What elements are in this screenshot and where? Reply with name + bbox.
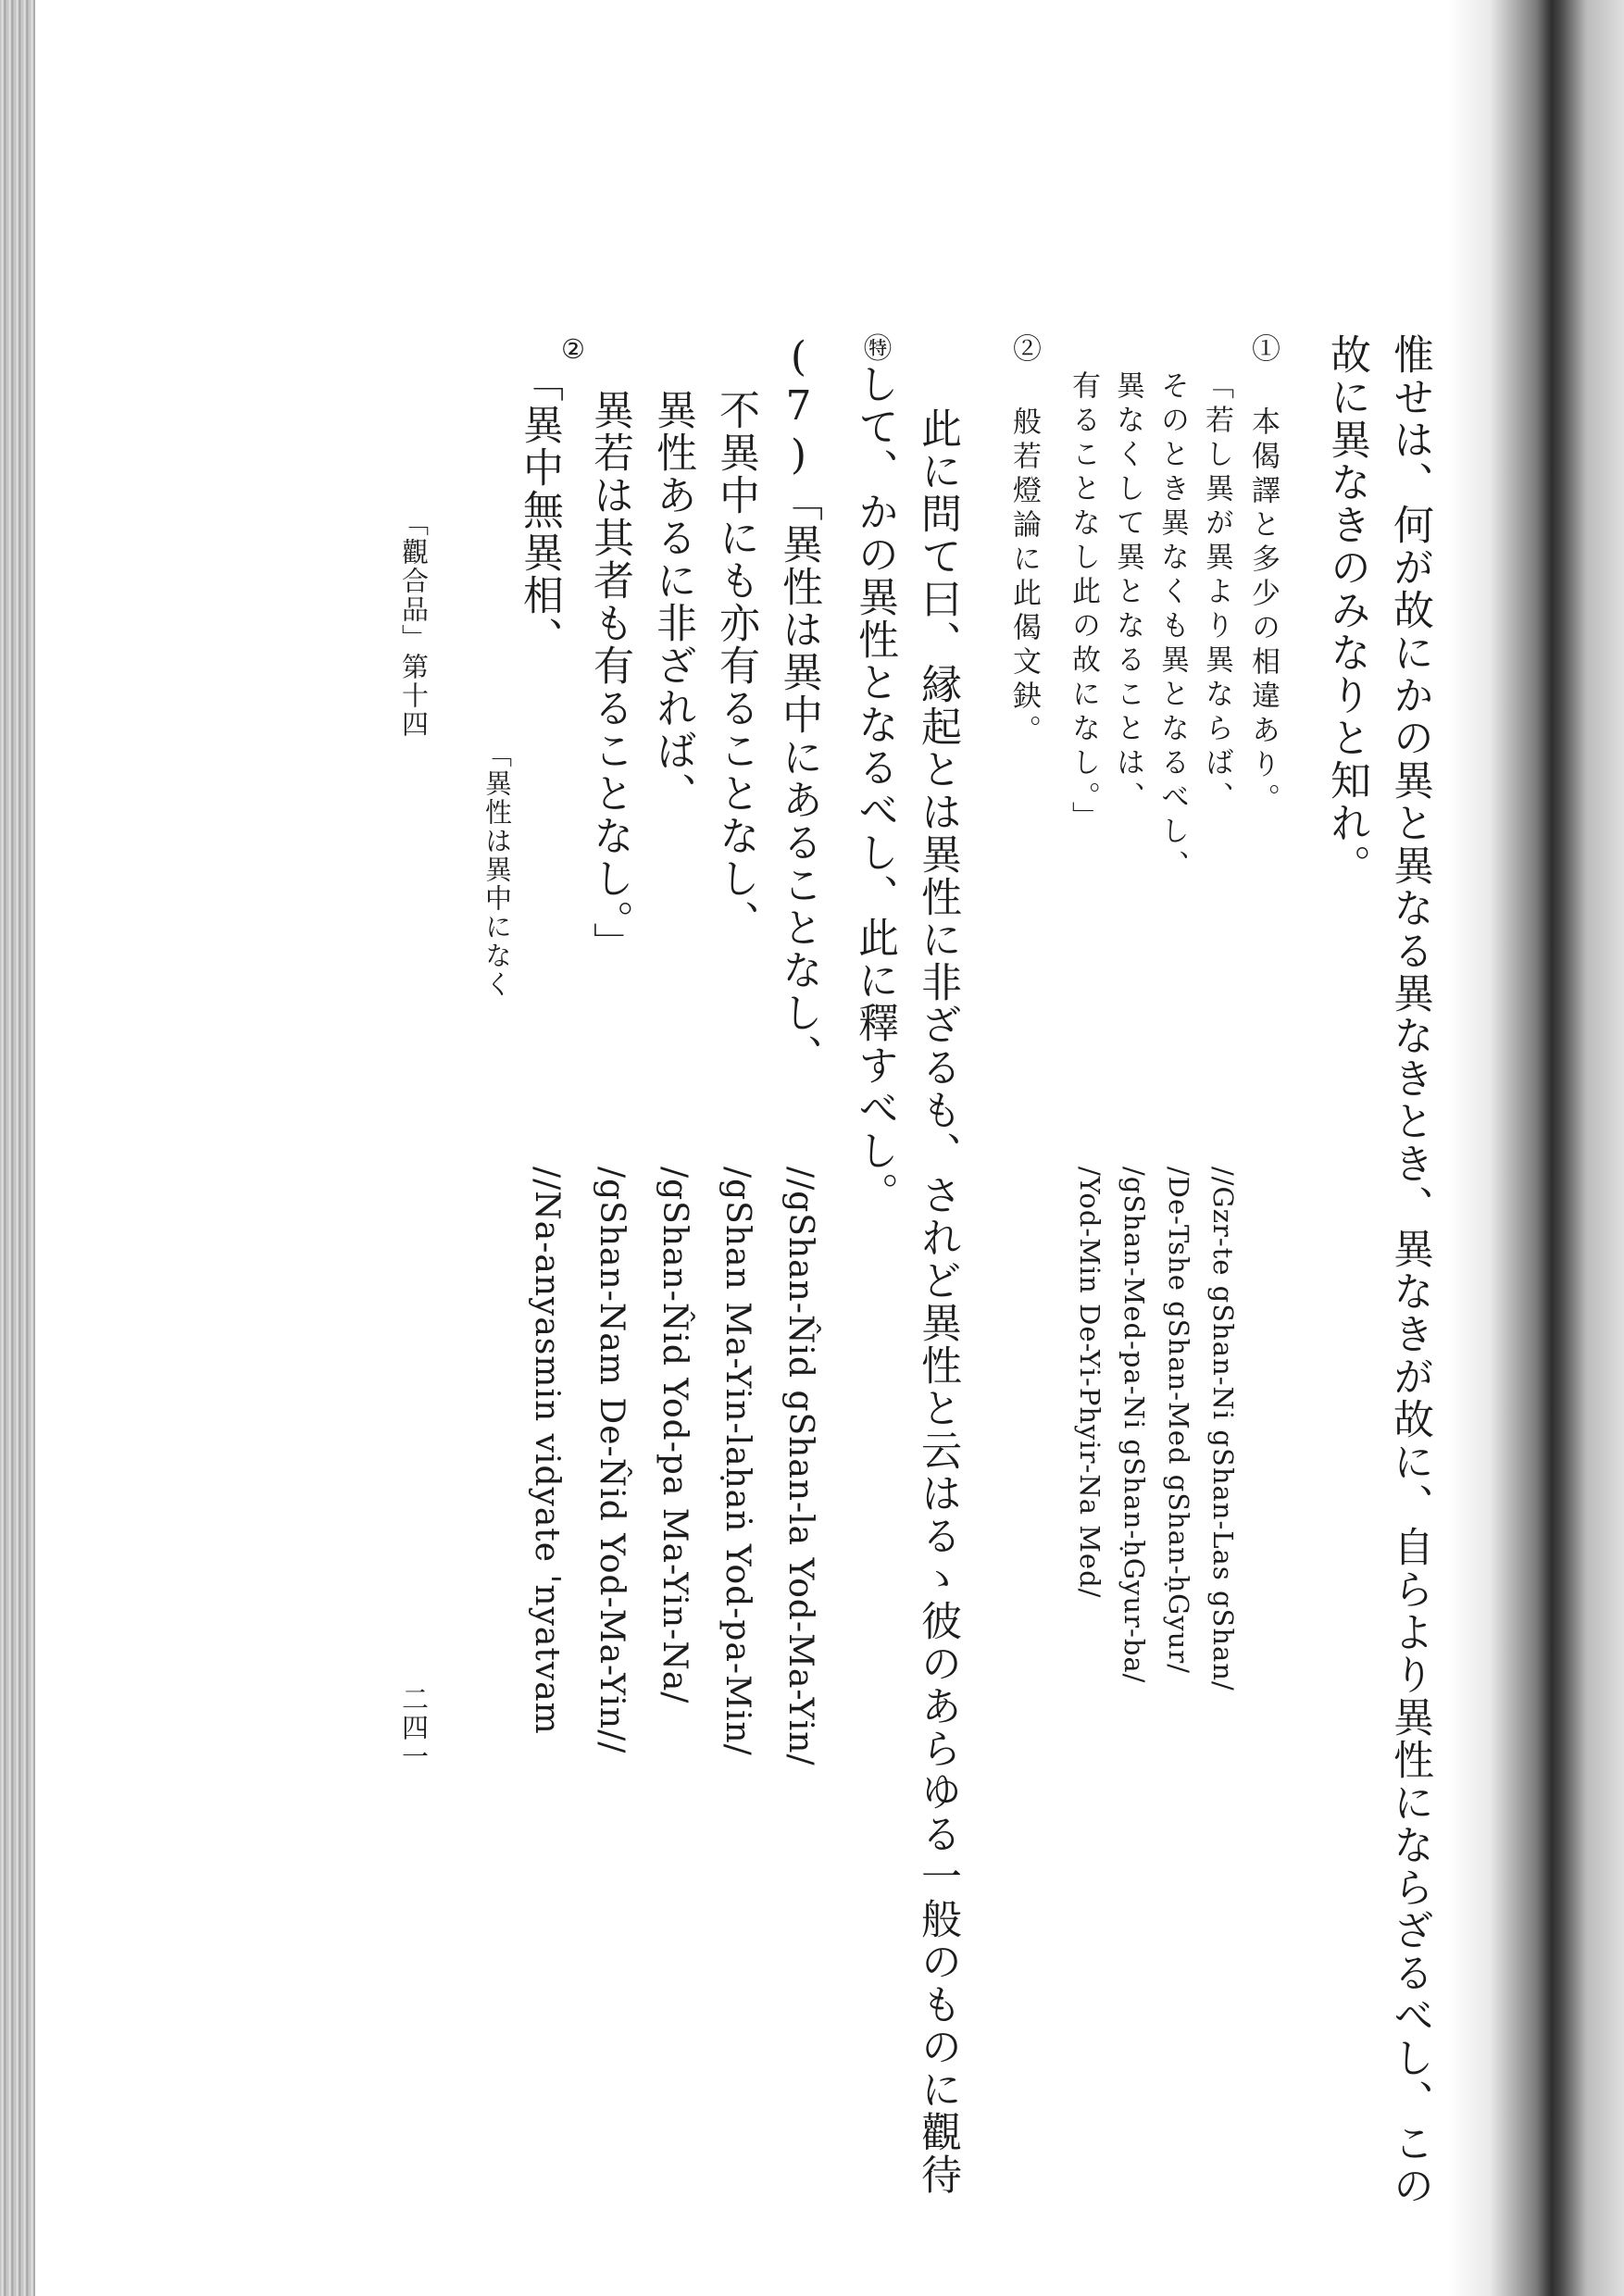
footnote-6: ② 般若燈論に此偈文鈌。	[1007, 333, 1041, 749]
tai-in-mark: ㊕	[858, 333, 891, 363]
scan-binding-shadow	[1448, 0, 1624, 2296]
tibetan-line-6: /gShan Ma-Yin-laḥaṅ Yod-pa-Min/	[718, 1167, 756, 1756]
tibetan-line-4: /Yod-Min De-Yi-Phyir-Na Med/	[1074, 1167, 1106, 1599]
footnote-5: 有ることなし此の故になし。」	[1067, 370, 1100, 836]
question-line-2: して、かの異性となるべし、此に釋すべし。	[851, 363, 898, 1215]
tibetan-line-7: /gShan-N̂id Yod-pa Ma-Yin-Na/	[656, 1167, 693, 1704]
page-number: 二四一	[398, 1685, 430, 1771]
footnote-4: 異なくして異となることは、	[1111, 370, 1144, 816]
tibetan-line-5: //gShan-N̂id gShan-la Yod-Ma-Yin/	[781, 1167, 819, 1766]
tibetan-line-3: /gShan-Med-pa-Ni gShan-ḥGyur-ba/	[1118, 1167, 1150, 1684]
footnote-1: ① 本偈譯と多少の相違あり。	[1246, 333, 1280, 817]
footnote-2: 「若し異が異より異ならば、	[1200, 370, 1233, 816]
footnote-3: そのとき異なくも異となるべし、	[1156, 370, 1189, 884]
body-line-2: 故に異なきのみなりと知れ。	[1323, 333, 1370, 887]
verse-note: 「異性は異中になく	[481, 741, 513, 999]
verse-line-5-wrap	[516, 361, 563, 659]
body-line-1: 惟せは、何が故にかの異と異なる異なきとき、異なきが故に、自らより異性にならざるべし、この	[1386, 333, 1433, 2207]
verse-line-4: 異若は其者も有ることなし。」	[586, 389, 633, 965]
scan-left-edge	[0, 0, 35, 2296]
tibetan-line-9: //Na-anyasmin vidyate 'nyatvam	[528, 1167, 566, 1735]
verse-line-5: 「異中無異相、	[516, 361, 563, 659]
verse-line-2: 不異中にも亦有ることなし、	[712, 389, 759, 942]
verse-line-3: 異性あるに非ざれば、	[649, 389, 696, 815]
tibetan-line-2: /De-Tshe gShan-Med gShan-ḥGyur/	[1163, 1167, 1194, 1675]
question-line-1: 此に問て曰、縁起とは異性に非ざるも、されど異性と云はるゝ彼のあらゆる一般のものに觀待	[914, 407, 961, 2196]
chapter-footer: 「觀合品」第十四	[398, 509, 430, 739]
tibetan-line-8: /gShan-Nam De-N̂id Yod-Ma-Yin//	[593, 1167, 631, 1754]
verse-line-1: (7)「異性は異中にあることなし、	[775, 333, 822, 1077]
question-line-2-wrap	[851, 333, 898, 1215]
document-page	[185, 333, 1463, 2207]
tibetan-line-1: //Gzr-te gShan-Ni gShan-Las gShan/	[1207, 1167, 1239, 1691]
verse-mark-2: ②	[557, 333, 589, 367]
